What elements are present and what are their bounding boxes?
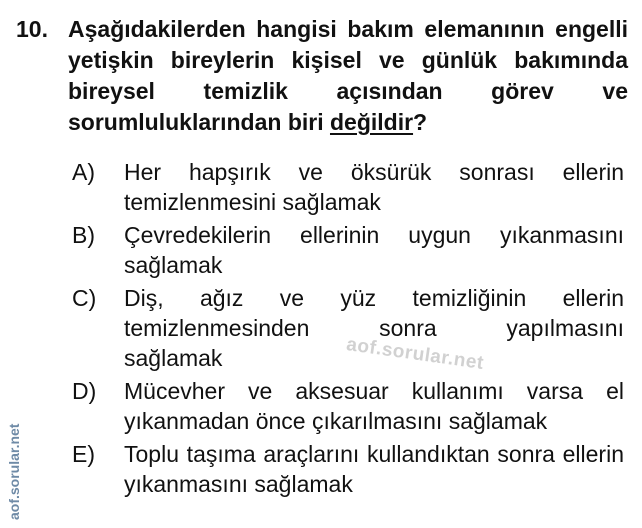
option-text: Her hapşırık ve öksürük sonrası ellerin temizlenmesini sağlamak [124,159,624,215]
option-text: Mücevher ve aksesuar kullanımı varsa el yıkanmadan önce çıkarılmasını sağlamak [124,378,624,434]
option-letter: B) [72,222,95,248]
question-mark: ? [413,109,428,135]
option-d[interactable] [72,376,624,436]
option-b[interactable] [72,220,624,280]
watermark-center: aof.sorular.net [345,334,486,375]
option-letter: A) [72,159,95,185]
option-letter: C) [72,285,97,311]
option-text: Çevredekilerin ellerinin uygun yıkanmasını sağlamak [124,222,624,278]
question-number: 10. [16,16,48,42]
watermark-side: aof.sorular.net [6,423,22,520]
question-emphasis: değildir [329,109,414,135]
question-text [68,14,628,138]
option-text: Toplu taşıma araçlarını kullandıktan sonra ellerin yıkanmasını sağlamak [124,441,624,497]
option-text: Diş, ağız ve yüz temizliğinin ellerin temizlenmesinden sonra yapılmasını sağlamak [124,285,624,371]
answer-options [72,157,624,502]
option-a[interactable] [72,157,624,217]
question-stem: Aşağıdakilerden hangisi bakım elemanının engelli yetişkin bireylerin kişisel ve günlük bakımında bireysel temizlik açısından görev ve sorumluluklarından biri [68,16,628,135]
option-c[interactable] [72,283,624,373]
option-e[interactable] [72,439,624,499]
option-letter: E) [72,441,95,467]
option-letter: D) [72,378,97,404]
question [16,14,628,138]
